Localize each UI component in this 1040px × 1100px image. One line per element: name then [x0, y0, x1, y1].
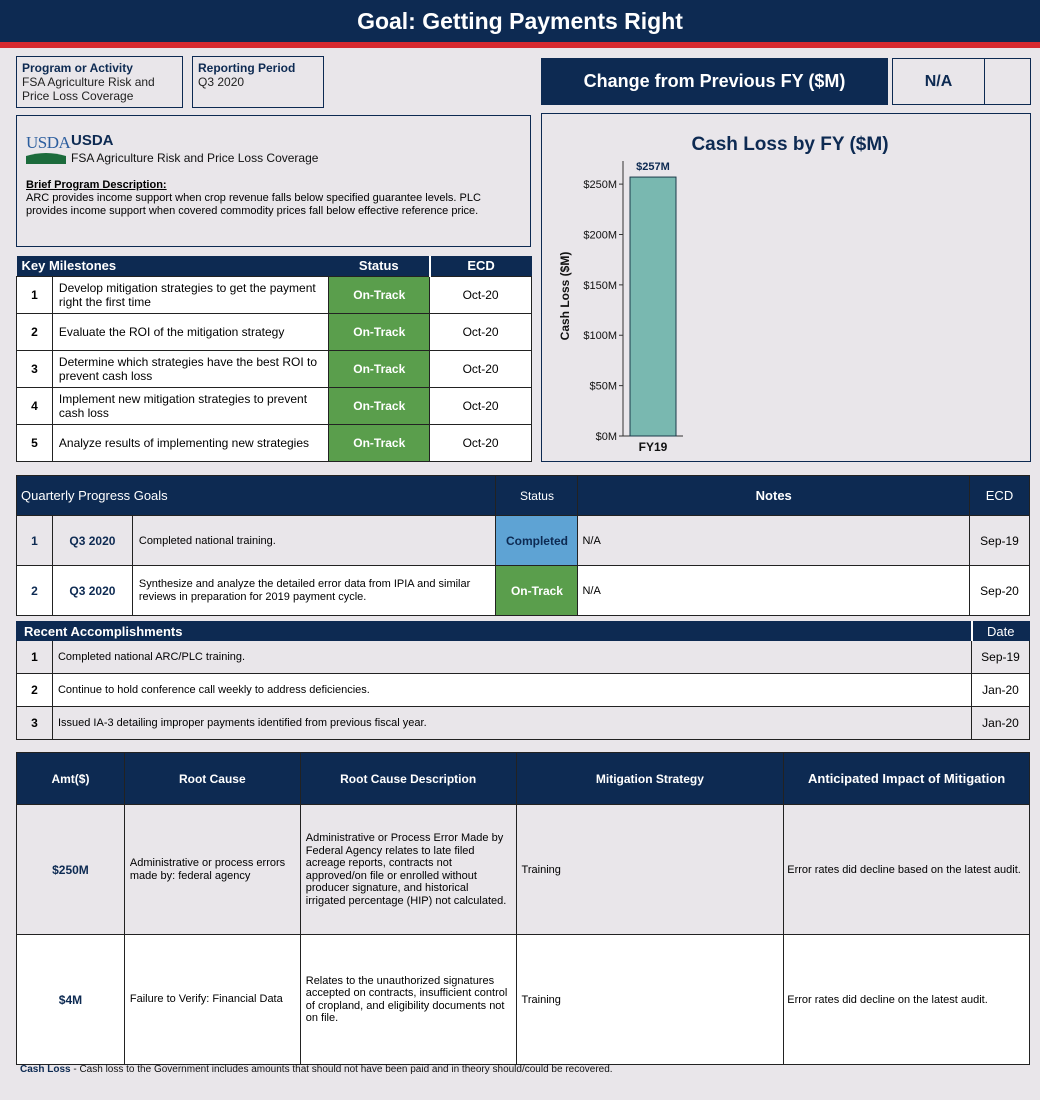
- quarterly-row: [17, 566, 1030, 616]
- chart-y-tick-label: $200M: [583, 229, 617, 242]
- milestone-status: On-Track: [329, 387, 430, 424]
- quarterly-goals-table: [16, 475, 1030, 616]
- accomplishment-text: Issued IA-3 detailing improper payments identified from previous fiscal year.: [52, 707, 971, 740]
- milestone-row: [17, 276, 532, 313]
- quarterly-ecd: Sep-20: [969, 566, 1029, 616]
- quarterly-num: 2: [17, 566, 53, 616]
- description-text: ARC provides income support when crop revenue falls below specified guarantee levels. PLC provides income support when covered commodity prices fall below effective reference price.: [26, 192, 481, 217]
- quarterly-ecd-header: ECD: [969, 476, 1029, 516]
- root-cause-cause: Failure to Verify: Financial Data: [124, 935, 300, 1065]
- milestone-status: On-Track: [329, 424, 430, 461]
- chart-y-tick-label: $0M: [595, 431, 617, 443]
- milestone-text: Analyze results of implementing new strategies: [52, 424, 328, 461]
- agency-name: USDA: [71, 132, 114, 149]
- quarterly-status: On-Track: [496, 566, 578, 616]
- milestone-text: Implement new mitigation strategies to prevent cash loss: [52, 387, 328, 424]
- chart-x-tick-label: FY19: [638, 440, 668, 454]
- quarterly-goal: Completed national training.: [132, 516, 496, 566]
- milestone-ecd: Oct-20: [430, 424, 532, 461]
- quarterly-quarter: Q3 2020: [52, 566, 132, 616]
- accomplishments-date-header: Date: [972, 622, 1030, 641]
- quarterly-notes: N/A: [578, 516, 970, 566]
- root-cause-table: [16, 752, 1030, 1065]
- quarterly-notes: N/A: [578, 566, 970, 616]
- usda-logo-mark: [26, 152, 66, 164]
- accomplishment-text: Continue to hold conference call weekly to address deficiencies.: [52, 674, 971, 707]
- accomplishment-date: Jan-20: [972, 674, 1030, 707]
- chart-plot-area: [583, 161, 683, 454]
- footnote: [20, 1064, 613, 1075]
- chart-y-axis-label: Cash Loss ($M): [558, 251, 572, 341]
- quarterly-quarter: Q3 2020: [52, 516, 132, 566]
- milestone-text: Determine which strategies have the best ROI to prevent cash loss: [52, 350, 328, 387]
- accomplishments-header: [17, 622, 1030, 641]
- usda-logo: [26, 133, 71, 164]
- chart-y-tick-label: $100M: [583, 330, 617, 343]
- quarterly-header: [17, 476, 1030, 516]
- milestones-table: [16, 256, 532, 462]
- root-cause-row: [17, 805, 1030, 935]
- root-cause-desc: Relates to the unauthorized signatures accepted on contracts, insufficient control of cropland, and eligibility documents not on file.: [300, 935, 516, 1065]
- milestone-status: On-Track: [329, 313, 430, 350]
- program-value: FSA Agriculture Risk and Price Loss Coverage: [22, 75, 155, 103]
- accomplishment-num: 2: [17, 674, 53, 707]
- usda-logo-text: USDA: [26, 133, 71, 152]
- milestones-title: Key Milestones: [17, 256, 329, 276]
- root-cause-mitigation: Training: [516, 805, 784, 935]
- milestone-num: 3: [17, 350, 53, 387]
- milestone-ecd: Oct-20: [430, 350, 532, 387]
- change-label: Change from Previous FY ($M): [541, 58, 888, 105]
- accomplishments-title: Recent Accomplishments: [17, 622, 972, 641]
- chart-data-label: $257M: [636, 161, 670, 174]
- accomplishment-row: [17, 674, 1030, 707]
- program-box: [16, 56, 183, 108]
- milestone-row: [17, 350, 532, 387]
- chart-panel: [541, 113, 1031, 462]
- period-value: Q3 2020: [198, 75, 245, 89]
- milestone-row: [17, 313, 532, 350]
- root-cause-amt: $250M: [17, 805, 125, 935]
- change-value-box: [892, 58, 1031, 105]
- milestone-status: On-Track: [329, 276, 430, 313]
- accomplishment-num: 1: [17, 641, 53, 674]
- quarterly-num: 1: [17, 516, 53, 566]
- milestone-ecd: Oct-20: [430, 313, 532, 350]
- accomplishment-row: [17, 707, 1030, 740]
- milestones-header: [17, 256, 532, 276]
- accomplishment-text: Completed national ARC/PLC training.: [52, 641, 971, 674]
- header-stripe: [0, 42, 1040, 48]
- footnote-text: - Cash loss to the Government includes amounts that should not have been paid and in theory should/could be recovered.: [70, 1064, 613, 1075]
- root-cause-impact: Error rates did decline on the latest audit.: [784, 935, 1030, 1065]
- root-cause-desc: Administrative or Process Error Made by Federal Agency relates to late filed acreage reports, contracts not approved/on file or enrolled without producer signature, and historical irrigated percentage (HIP) not calculated.: [300, 805, 516, 935]
- milestones-status-header: Status: [329, 256, 430, 276]
- milestone-row: [17, 424, 532, 461]
- impact-header: Anticipated Impact of Mitigation: [784, 753, 1030, 805]
- milestone-ecd: Oct-20: [430, 276, 532, 313]
- milestone-status: On-Track: [329, 350, 430, 387]
- accomplishment-row: [17, 641, 1030, 674]
- quarterly-status-header: Status: [496, 476, 578, 516]
- chart-bar: [630, 177, 676, 436]
- footnote-term: Cash Loss: [20, 1064, 71, 1075]
- milestones-ecd-header: ECD: [430, 256, 532, 276]
- chart-y-tick-label: $250M: [583, 179, 617, 192]
- root-cause-amt: $4M: [17, 935, 125, 1065]
- root-cause-impact: Error rates did decline based on the latest audit.: [784, 805, 1030, 935]
- accomplishment-date: Sep-19: [972, 641, 1030, 674]
- quarterly-status: Completed: [496, 516, 578, 566]
- accomplishment-num: 3: [17, 707, 53, 740]
- change-value: N/A: [893, 59, 985, 104]
- root-cause-mitigation: Training: [516, 935, 784, 1065]
- period-box: [192, 56, 324, 108]
- quarterly-title: Quarterly Progress Goals: [17, 476, 496, 516]
- cash-loss-chart: [542, 114, 1030, 461]
- amt-header: Amt($): [17, 753, 125, 805]
- milestone-num: 1: [17, 276, 53, 313]
- page-title: Goal: Getting Payments Right: [0, 0, 1040, 42]
- milestone-row: [17, 387, 532, 424]
- chart-y-tick-label: $50M: [589, 380, 617, 393]
- chart-y-tick-label: $150M: [583, 279, 617, 292]
- root-cause-row: [17, 935, 1030, 1065]
- quarterly-row: [17, 516, 1030, 566]
- accomplishment-date: Jan-20: [972, 707, 1030, 740]
- agency-box: [16, 115, 531, 247]
- milestone-text: Evaluate the ROI of the mitigation strategy: [52, 313, 328, 350]
- quarterly-goal: Synthesize and analyze the detailed error data from IPIA and similar reviews in preparation for 2019 payment cycle.: [132, 566, 496, 616]
- root-cause-header-cell: Root Cause: [124, 753, 300, 805]
- milestone-ecd: Oct-20: [430, 387, 532, 424]
- root-cause-description-header: Root Cause Description: [300, 753, 516, 805]
- agency-program: FSA Agriculture Risk and Price Loss Coverage: [71, 151, 319, 165]
- accomplishments-table: [16, 621, 1030, 740]
- mitigation-header: Mitigation Strategy: [516, 753, 784, 805]
- period-label: Reporting Period: [198, 61, 296, 75]
- program-label: Program or Activity: [22, 61, 133, 75]
- milestone-num: 2: [17, 313, 53, 350]
- milestone-num: 4: [17, 387, 53, 424]
- root-cause-header: [17, 753, 1030, 805]
- chart-title: Cash Loss by FY ($M): [691, 134, 889, 155]
- quarterly-notes-header: Notes: [578, 476, 970, 516]
- quarterly-ecd: Sep-19: [969, 516, 1029, 566]
- milestone-text: Develop mitigation strategies to get the payment right the first time: [52, 276, 328, 313]
- milestone-num: 5: [17, 424, 53, 461]
- root-cause-cause: Administrative or process errors made by: federal agency: [124, 805, 300, 935]
- description-label: Brief Program Description:: [26, 179, 167, 191]
